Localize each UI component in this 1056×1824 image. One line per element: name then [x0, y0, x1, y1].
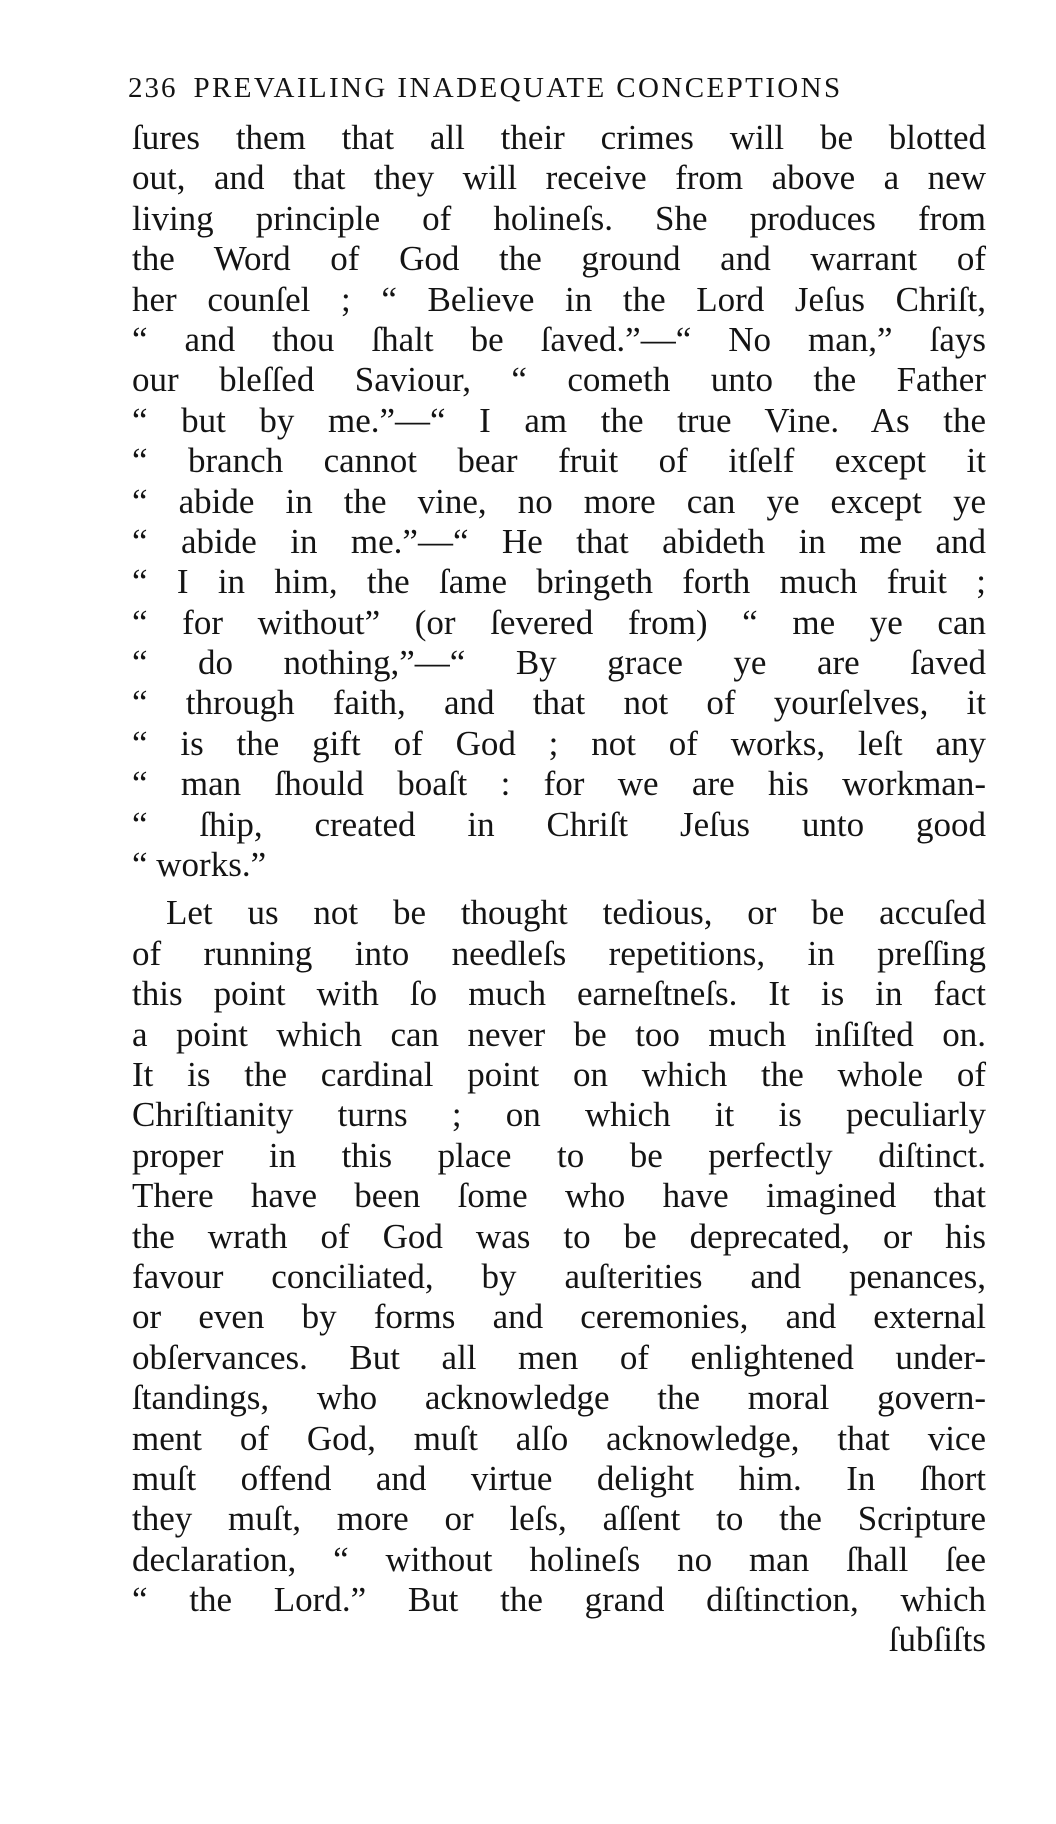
text-line: ment of God, muſt alſo acknowledge, that vice: [132, 1418, 986, 1458]
text-line: of running into needleſs repetitions, in preſſing: [132, 933, 986, 973]
text-line: this point with ſo much earneſtneſs. It is in fact: [132, 974, 986, 1014]
text-line: “ and thou ſhalt be ſaved.”—“ No man,” ſays: [132, 319, 986, 359]
paragraph-2: [132, 893, 986, 1620]
text-line: ſures them that all their crimes will be blotted: [132, 118, 986, 157]
text-line: Let us not be thought tedious, or be accuſed: [166, 893, 986, 933]
page-number: 236: [128, 72, 178, 104]
text-line: ſtandings, who acknowledge the moral govern-: [132, 1378, 986, 1418]
text-line: “ through faith, and that not of yourſelves, it: [132, 683, 986, 723]
text-line: “ the Lord.” But the grand diſtinction, which: [132, 1580, 986, 1620]
text-line: out, and that they will receive from above a new: [132, 158, 986, 198]
text-line: the Word of God the ground and warrant of: [132, 239, 986, 279]
text-line: “ is the gift of God ; not of works, leſt any: [132, 723, 986, 763]
text-line: our bleſſed Saviour, “ cometh unto the Father: [132, 360, 986, 400]
text-line: declaration, “ without holineſs no man ſhall ſee: [132, 1539, 986, 1579]
text-line: “ for without” (or ſevered from) “ me ye can: [132, 602, 986, 642]
text-line: “ man ſhould boaſt : for we are his workman-: [132, 764, 986, 804]
text-line: “ abide in me.”—“ He that abideth in me and: [132, 521, 986, 561]
text-line: or even by forms and ceremonies, and external: [132, 1297, 986, 1337]
text-line: “ ſhip, created in Chriſt Jeſus unto good: [132, 804, 986, 844]
running-title: PREVAILING INADEQUATE CONCEPTIONS: [193, 72, 843, 104]
text-line: “ but by me.”—“ I am the true Vine. As the: [132, 400, 986, 440]
text-line: muſt offend and virtue delight him. In ſhort: [132, 1458, 986, 1498]
text-line: “ branch cannot bear fruit of itſelf except it: [132, 441, 986, 481]
text-line: the wrath of God was to be deprecated, or his: [132, 1216, 986, 1256]
text-line: favour conciliated, by auſterities and penances,: [132, 1256, 986, 1296]
body-text: [132, 118, 986, 1661]
catchword: ſubſiſts: [888, 1620, 986, 1660]
running-header: [128, 72, 988, 116]
text-line: “ I in him, the ſame bringeth forth much fruit ;: [132, 562, 986, 602]
text-line: obſervances. But all men of enlightened under-: [132, 1337, 986, 1377]
text-line: a point which can never be too much inſiſted on.: [132, 1014, 986, 1054]
text-line: It is the cardinal point on which the whole of: [132, 1054, 986, 1094]
paragraph-1: [132, 118, 986, 885]
text-line: living principle of holineſs. She produces from: [132, 198, 986, 238]
text-line: Chriſtianity turns ; on which it is peculiarly: [132, 1095, 986, 1135]
text-line: proper in this place to be perfectly diſtinct.: [132, 1135, 986, 1175]
text-line: they muſt, more or leſs, aſſent to the Scripture: [132, 1499, 986, 1539]
text-line: There have been ſome who have imagined that: [132, 1176, 986, 1216]
text-line: “ abide in the vine, no more can ye except ye: [132, 481, 986, 521]
text-line: her counſel ; “ Believe in the Lord Jeſus Chriſt,: [132, 279, 986, 319]
text-line: “ works.”: [132, 845, 267, 885]
text-line: “ do nothing,”—“ By grace ye are ſaved: [132, 643, 986, 683]
paragraph-spacer: [132, 885, 986, 893]
